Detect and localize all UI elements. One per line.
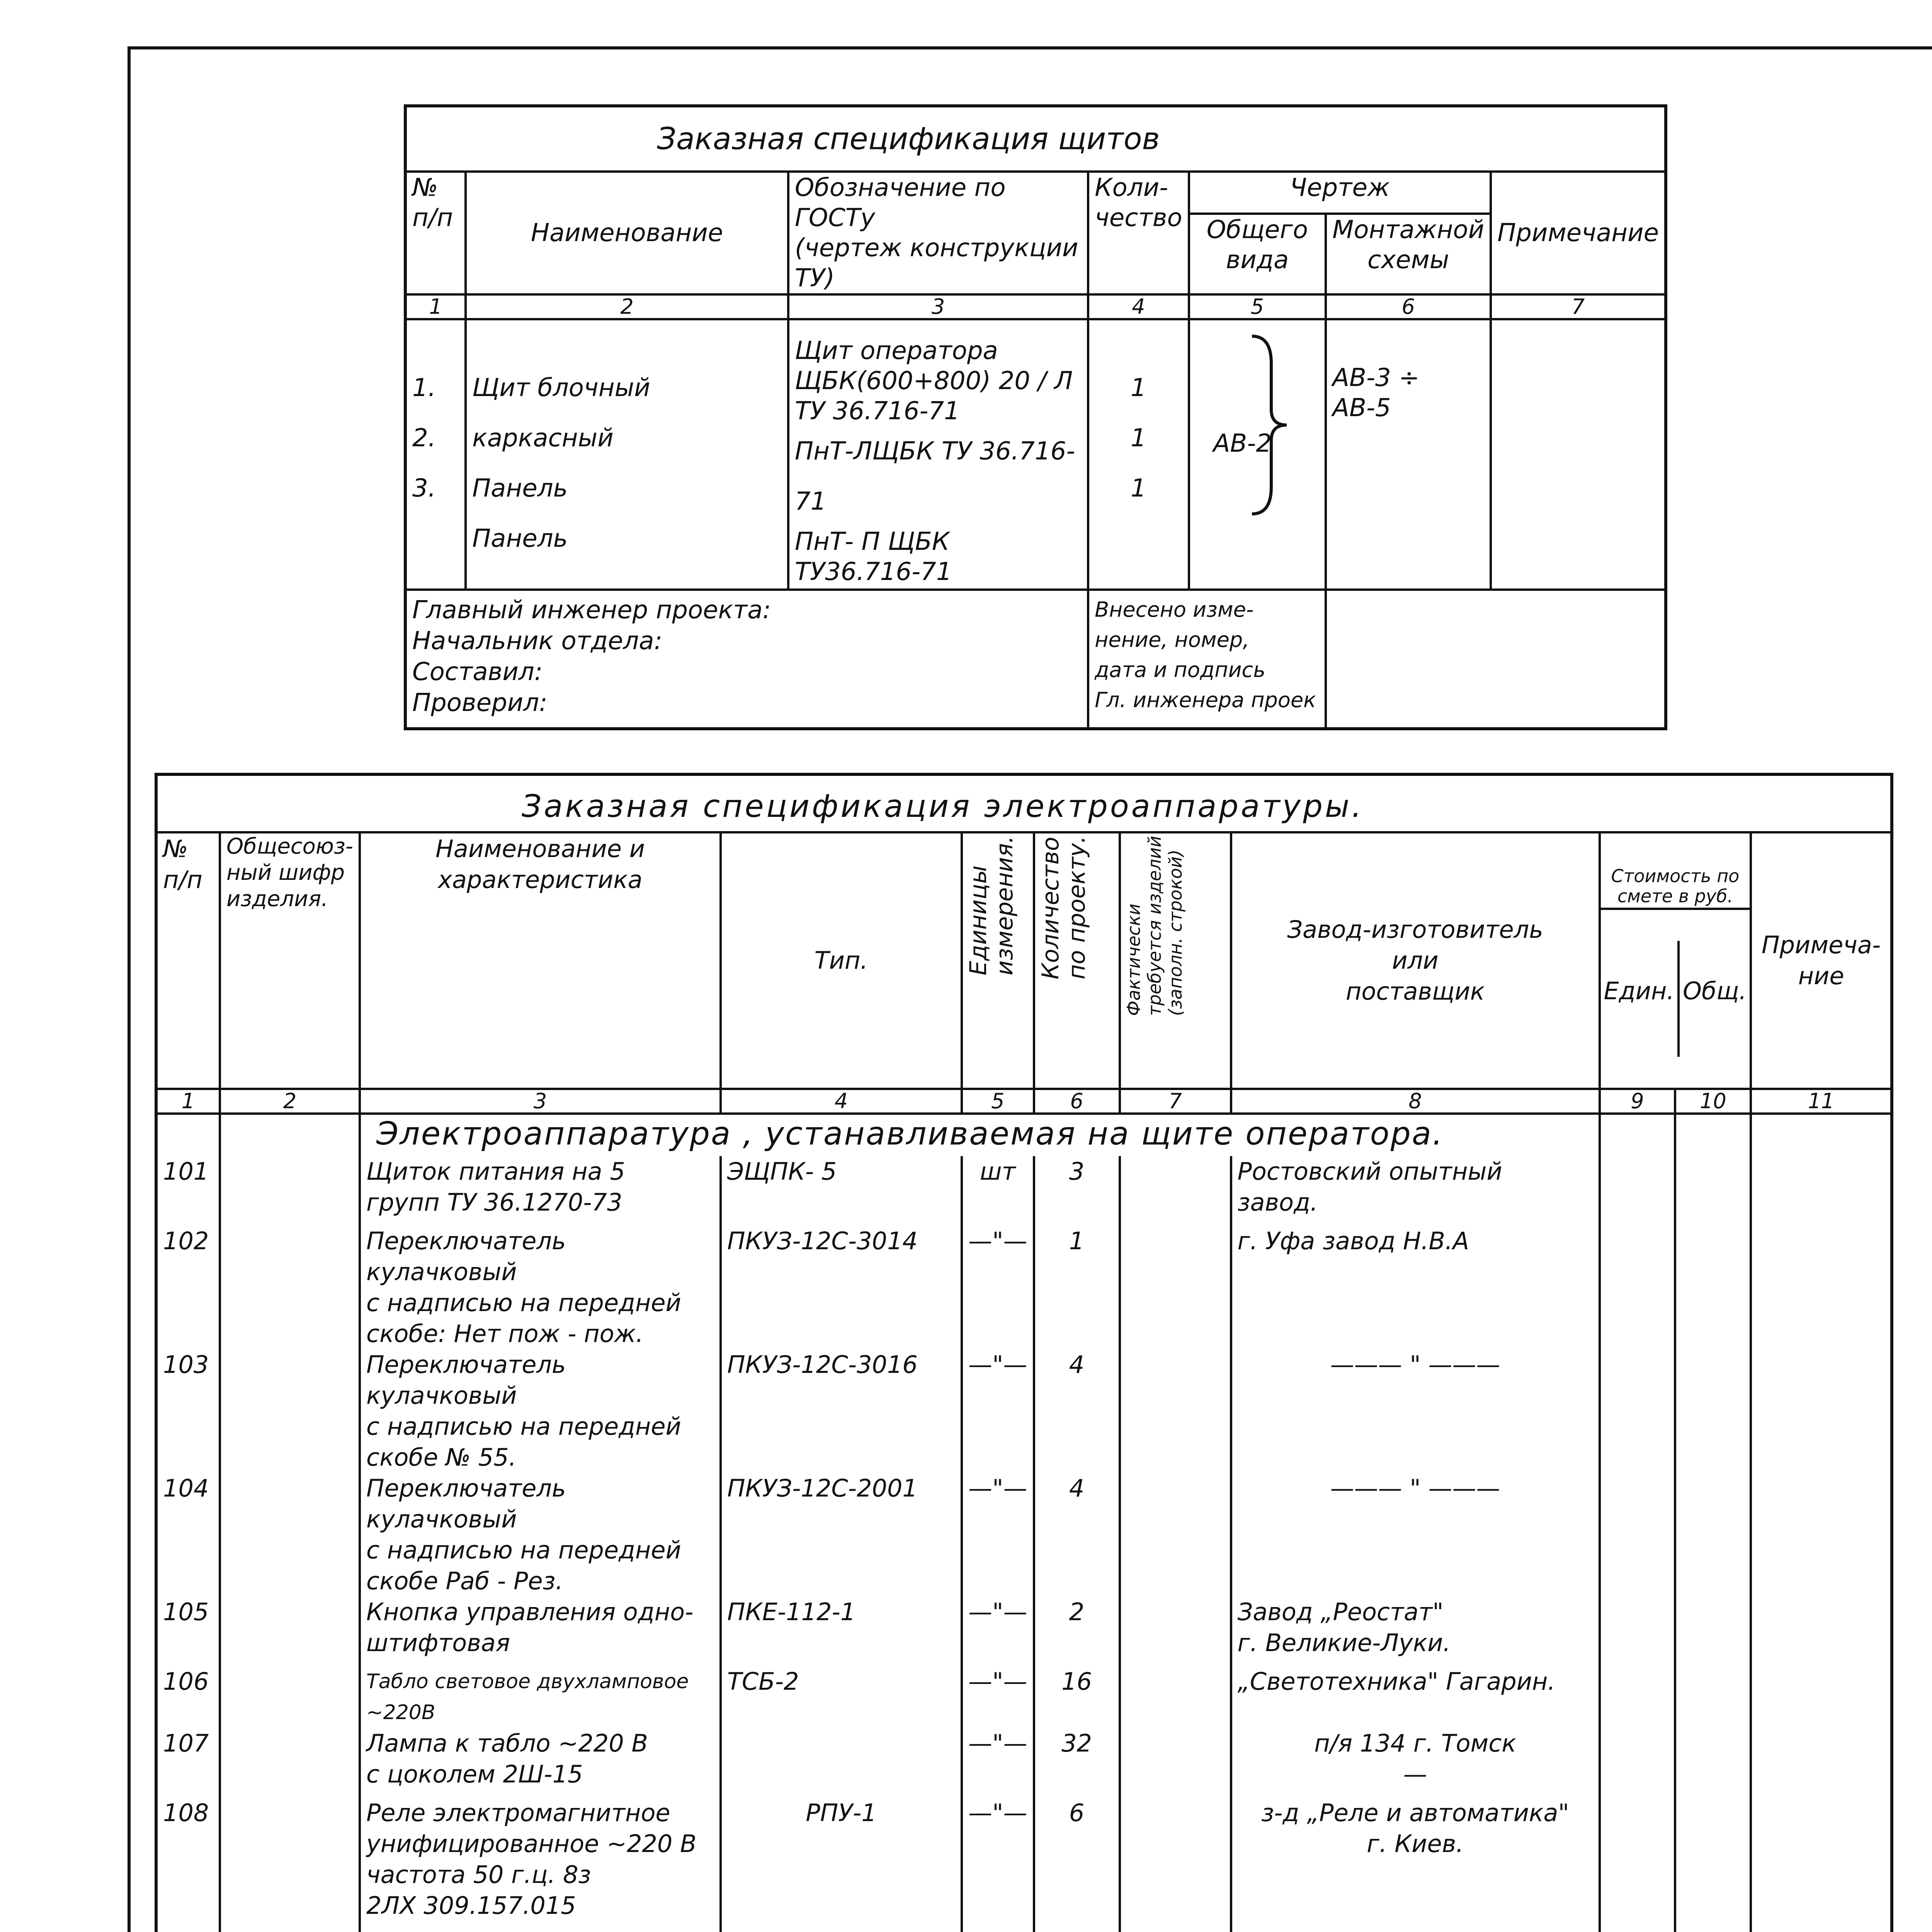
shield-footer-signers: Главный инженер проекта: Начальник отдела: Составил: Проверил: — [405, 590, 1088, 729]
table-row: 105 Кнопка управления одно- штифтовая ПКЕ-112-1 —"— 2 Завод „Реостат" г. Великие-Луки. — [156, 1597, 1892, 1666]
e-header-qty-project: Количество по проекту. — [1037, 836, 1090, 980]
shield-mounting-scheme: АВ-3 ÷ АВ-5 — [1326, 319, 1491, 590]
table-row: 106 Табло световое двухламповое ~220В ТСБ-2 —"— 16 „Светотехника" Гагарин. — [156, 1666, 1892, 1728]
e-col-number-row: 1 2 3 4 5 6 7 8 9 10 11 — [156, 1089, 1892, 1114]
shield-row-names: Щит блочный каркасный Панель Панель — [466, 319, 788, 590]
header-designation: Обозначение по ГОСТу (чертеж конструкции ТУ) — [788, 172, 1088, 294]
e-header-type: Тип. — [721, 832, 962, 1089]
shield-row-qty: 1 1 1 — [1088, 319, 1189, 590]
col-number-row: 1 2 3 4 5 6 7 — [405, 294, 1666, 319]
table-row: 104 Переключатель кулачковый с надписью на передней скобе Раб - Рез. ПКУЗ-12С-2001 —"— 4 ——— " ——— — [156, 1473, 1892, 1597]
shield-spec-table — [404, 104, 1667, 730]
header-drawing: Чертеж — [1189, 172, 1491, 214]
header-mounting: Монтажной схемы — [1326, 214, 1491, 294]
shield-spec-title: Заказная спецификация щитов — [657, 122, 1160, 156]
shield-row-numbers: 1. 2. 3. — [405, 319, 466, 590]
table-row: 101 Щиток питания на 5 групп ТУ 36.1270-73 ЭЩПК- 5 шт 3 Ростовский опытный завод. — [156, 1156, 1892, 1226]
shield-footer-changes: Внесено изме- нение, номер, дата и подпись Гл. инженера проек — [1088, 590, 1326, 729]
table-row: 108 Реле электромагнитное унифицированное ~220 В частота 50 г.ц. 8з 2ЛХ 309.157.015 РПУ-1 —"— 6 з-д „Реле и автоматика" г. Киев. — [156, 1798, 1892, 1932]
e-header-cost-unit: Един. — [1601, 941, 1680, 1057]
section-onboard: Электроаппаратура , устанавливаемая на щите оператора. — [360, 1114, 1600, 1156]
e-header-num: № п/п — [156, 832, 220, 1089]
header-note: Примечание — [1491, 172, 1666, 294]
header-num: № п/п — [405, 172, 466, 294]
e-header-unit: Единицы измерения. — [965, 836, 1018, 976]
e-header-name: Наименование и характеристика — [360, 832, 721, 1089]
shield-row-designations: Щит оператора ЩБК(600+800) 20 / Л ТУ 36.716-71 ПнТ-ЛЩБК ТУ 36.716-71 ПнТ- П ЩБК ТУ36.716-71 — [788, 319, 1088, 590]
e-header-cost-total: Общ. — [1683, 977, 1747, 1005]
header-general: Общего вида — [1189, 214, 1326, 294]
table-row: 103 Переключатель кулачковый с надписью на передней скобе № 55. ПКУЗ-12С-3016 —"— 4 ——— " ——— — [156, 1349, 1892, 1473]
header-name: Наименование — [466, 172, 788, 294]
e-header-code: Общесоюз- ный шифр изделия. — [220, 832, 360, 1089]
e-header-qty-actual: Фактически требуется изделий (заполн. строкой) — [1123, 836, 1186, 1016]
shield-general-view: АВ-2 — [1189, 319, 1326, 590]
table-row: 102 Переключатель кулачковый с надписью на передней скобе: Нет пож - пож. ПКУЗ-12С-3014 —"— 1 г. Уфа завод Н.В.А — [156, 1226, 1892, 1349]
e-header-maker: Завод-изготовитель или поставщик — [1231, 832, 1600, 1089]
electro-spec-title: Заказная спецификация электроаппаратуры. — [522, 788, 1364, 824]
e-header-cost: Стоимость по смете в руб. — [1601, 864, 1750, 910]
e-header-note: Примеча- ние — [1751, 832, 1892, 1089]
header-qty: Коли- чество — [1088, 172, 1189, 294]
brace-icon — [1248, 332, 1294, 518]
electro-spec-table — [155, 773, 1893, 1932]
table-row: 107 Лампа к табло ~220 В с цоколем 2Ш-15 —"— 32 п/я 134 г. Томск — — [156, 1728, 1892, 1798]
